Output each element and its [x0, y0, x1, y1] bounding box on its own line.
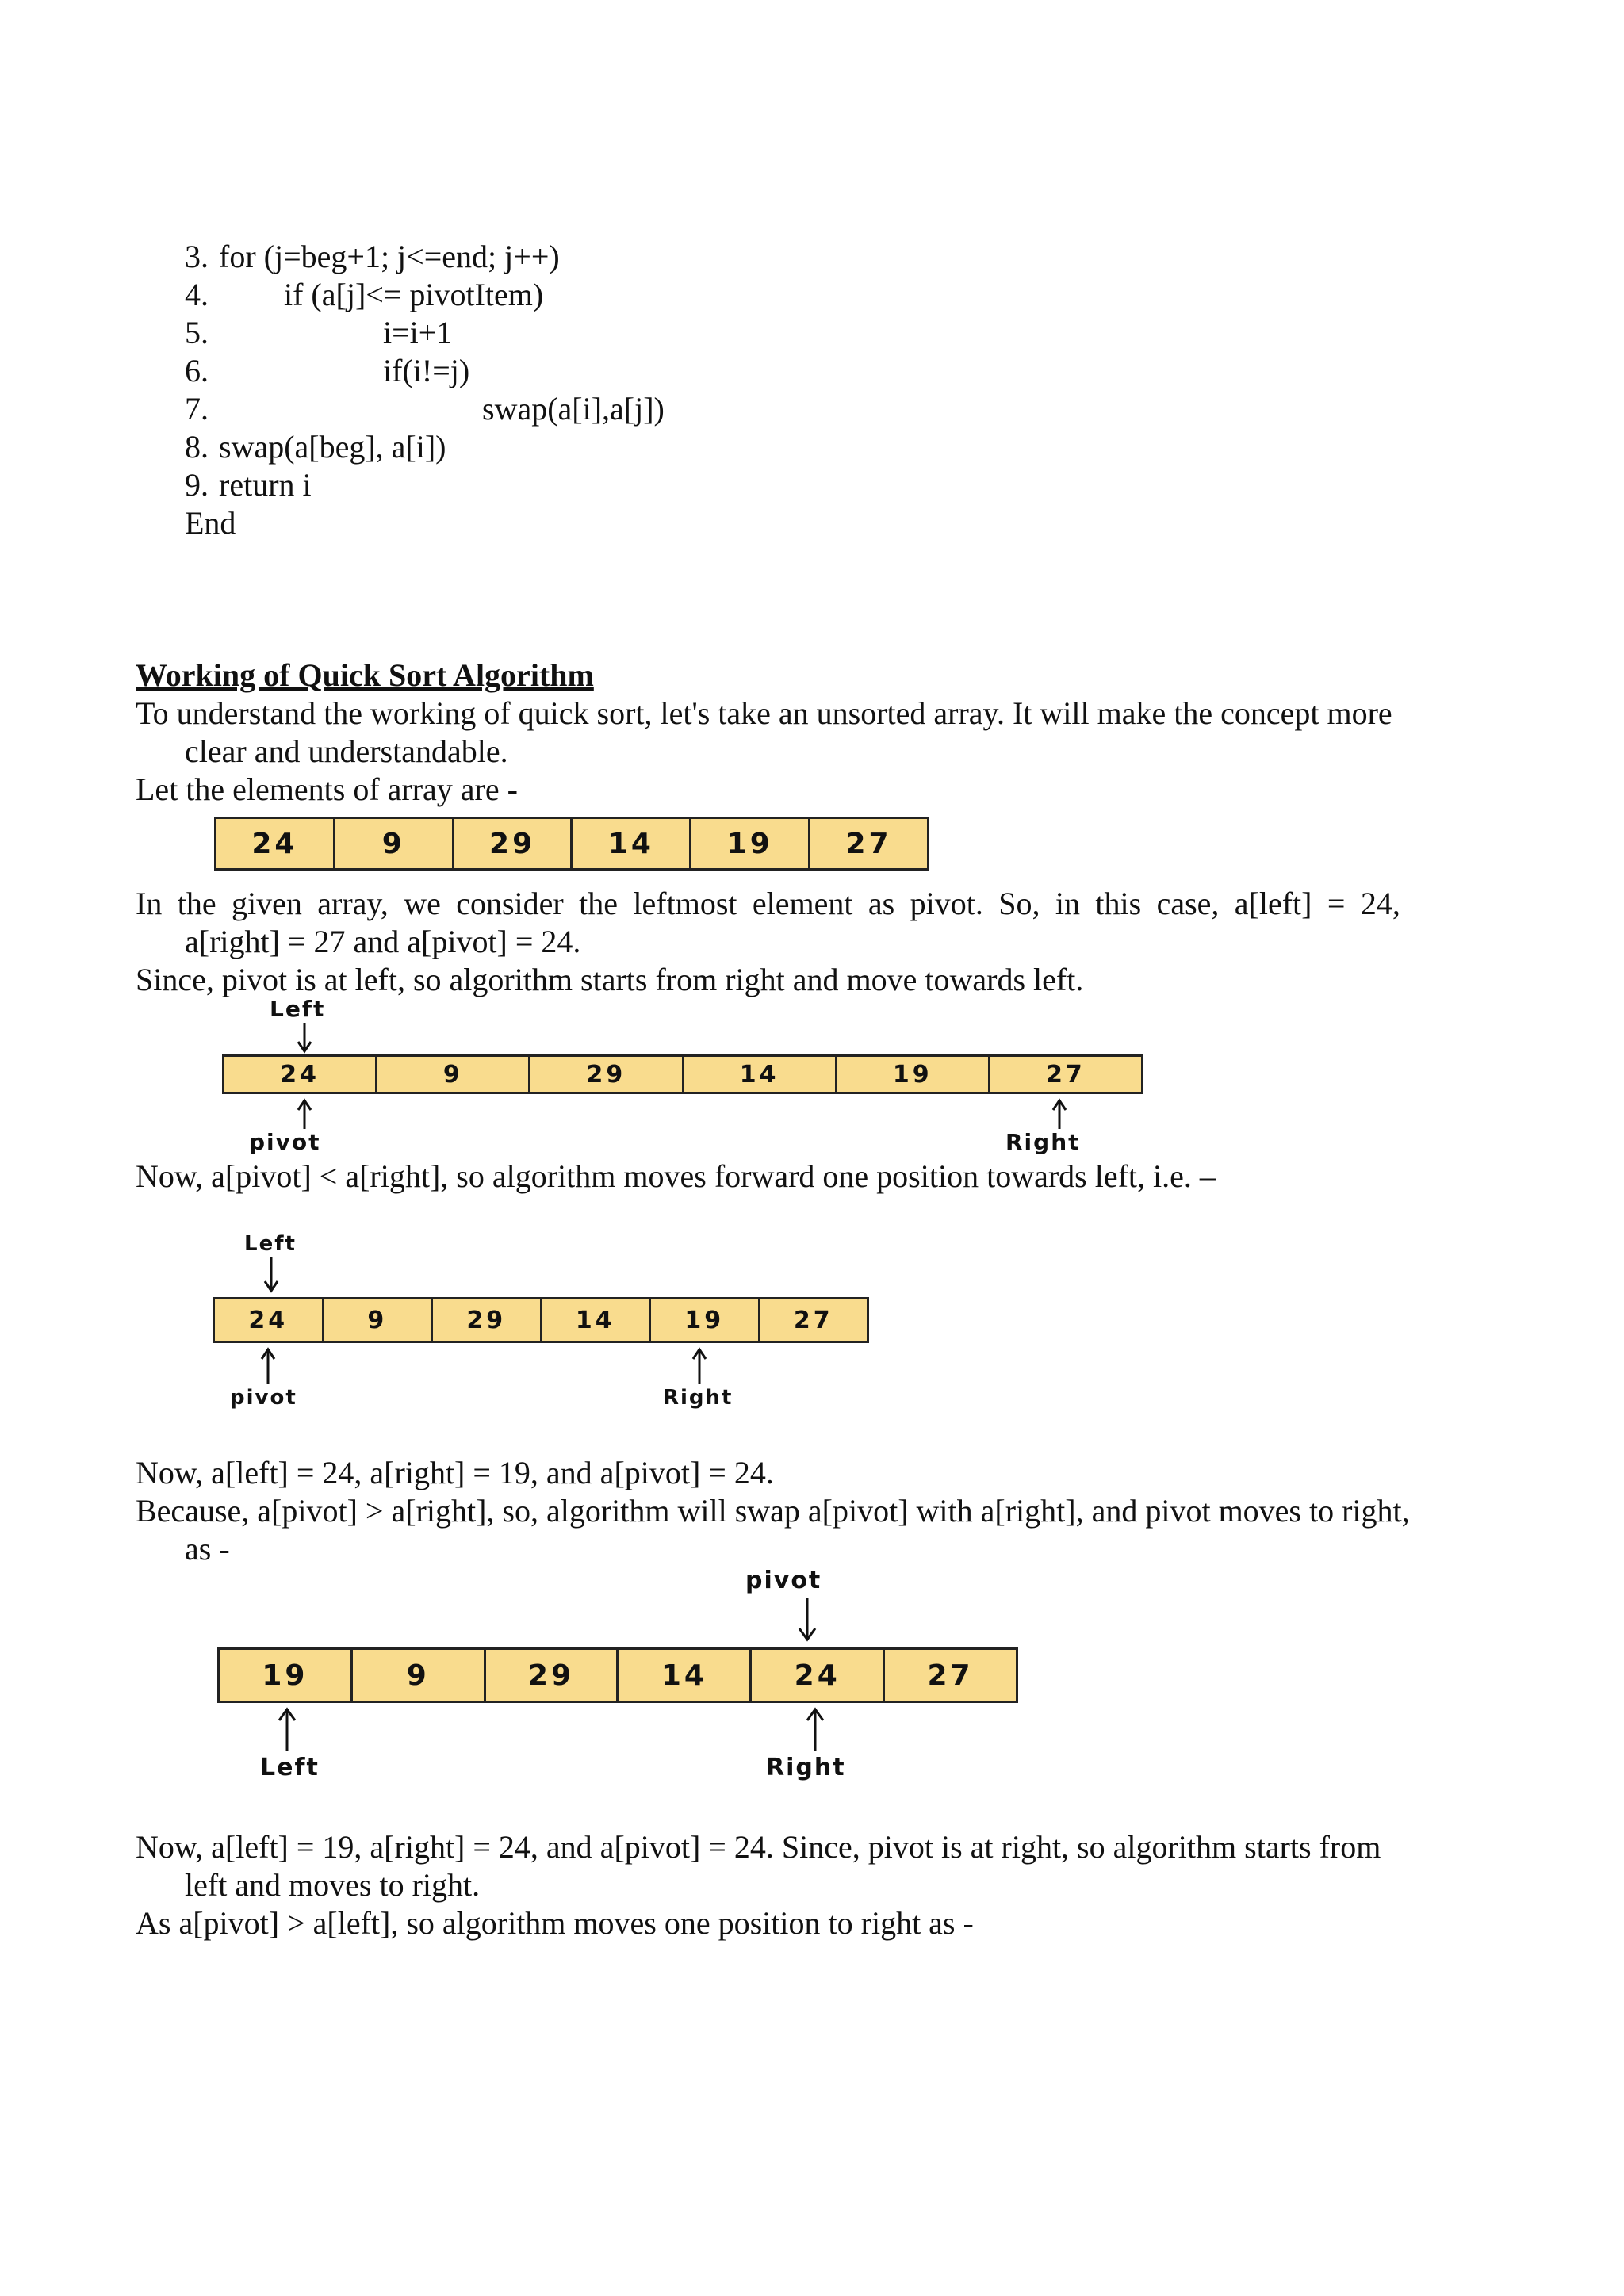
code-line-4-text: if (a[j]<= pivotItem)	[284, 277, 544, 312]
word: this	[1095, 886, 1142, 921]
para3: Now, a[pivot] < a[right], so algorithm moves forward one position towards left, i.e. –	[136, 1158, 1216, 1194]
para1-line-1	[136, 885, 1400, 923]
right-label: Right	[663, 1386, 733, 1410]
right-label: Right	[766, 1754, 846, 1781]
array-cell: 19	[689, 819, 808, 868]
word: =	[1327, 886, 1346, 921]
code-line-8-text: swap(a[beg], a[i])	[219, 429, 446, 465]
intro-line-2: clear and understandable.	[185, 733, 508, 769]
word: in	[1055, 886, 1080, 921]
code-line-3-text: for (j=beg+1; j<=end; j++)	[219, 239, 560, 274]
up-arrow-icon	[1050, 1097, 1069, 1129]
array-cell: 29	[431, 1299, 540, 1341]
array-cell: 24	[224, 1057, 375, 1092]
word: In	[136, 886, 163, 921]
up-arrow-icon	[690, 1346, 709, 1384]
array-cell: 24	[216, 819, 333, 868]
down-arrow-icon	[796, 1598, 818, 1643]
word: the	[579, 886, 619, 921]
array-cell: 19	[835, 1057, 988, 1092]
array-diagram-1	[214, 817, 929, 871]
para2: Since, pivot is at left, so algorithm starts from right and move towards left.	[136, 962, 1084, 997]
array-cell: 29	[528, 1057, 681, 1092]
array-cell: 14	[682, 1057, 835, 1092]
para6-line-1: Now, a[left] = 19, a[right] = 24, and a[pivot] = 24. Since, pivot is at right, so algorithm starts from	[136, 1829, 1381, 1865]
up-arrow-icon	[276, 1706, 298, 1751]
array-cell: 9	[333, 819, 452, 868]
array-cell: 27	[758, 1299, 868, 1341]
code-end: End	[185, 505, 236, 541]
left-label: Left	[260, 1754, 320, 1781]
elements-label: Let the elements of array are -	[136, 771, 518, 807]
word: given	[231, 886, 302, 921]
para6-line-2: left and moves to right.	[185, 1867, 481, 1903]
code-line-6-num: 6.	[185, 353, 209, 388]
up-arrow-icon	[259, 1346, 278, 1384]
array-cell: 19	[649, 1299, 758, 1341]
code-line-3-num: 3.	[185, 239, 209, 274]
array-cell: 27	[988, 1057, 1141, 1092]
array-cell: 14	[570, 819, 689, 868]
para5-line-2: as -	[185, 1531, 230, 1567]
array-cell: 9	[322, 1299, 431, 1341]
array-cell: 14	[616, 1650, 749, 1701]
word: we	[404, 886, 441, 921]
para5-line-1: Because, a[pivot] > a[right], so, algorithm will swap a[pivot] with a[right], and pivot moves to right,	[136, 1493, 1410, 1529]
code-line-4-num: 4.	[185, 277, 209, 312]
array-cell: 9	[350, 1650, 484, 1701]
word: array,	[317, 886, 389, 921]
down-arrow-icon	[295, 1023, 314, 1054]
right-label: Right	[1005, 1129, 1081, 1155]
code-line-6-text: if(i!=j)	[383, 353, 470, 388]
para1-line-2: a[right] = 27 and a[pivot] = 24.	[185, 924, 581, 959]
word: pivot.	[910, 886, 983, 921]
array-cell: 27	[808, 819, 927, 868]
word: 24,	[1360, 886, 1400, 921]
pivot-label: pivot	[249, 1129, 321, 1155]
left-label: Left	[244, 1232, 297, 1256]
pivot-label: pivot	[745, 1567, 822, 1594]
code-line-5-text: i=i+1	[383, 315, 453, 350]
code-line-9-num: 9.	[185, 467, 209, 503]
word: as	[868, 886, 895, 921]
code-line-8-num: 8.	[185, 429, 209, 465]
word: leftmost	[633, 886, 737, 921]
code-line-9-text: return i	[219, 467, 312, 503]
array-cell: 24	[215, 1299, 322, 1341]
para7: As a[pivot] > a[left], so algorithm moves one position to right as -	[136, 1905, 974, 1941]
word: element	[752, 886, 853, 921]
left-label: Left	[270, 996, 326, 1022]
code-line-7-num: 7.	[185, 391, 209, 427]
code-line-7-text: swap(a[i],a[j])	[482, 391, 665, 427]
up-arrow-icon	[295, 1097, 314, 1129]
array-diagram-2	[222, 1054, 1143, 1094]
word: consider	[456, 886, 564, 921]
section-heading: Working of Quick Sort Algorithm	[136, 657, 594, 693]
array-cell: 19	[220, 1650, 350, 1701]
word: So,	[998, 886, 1040, 921]
up-arrow-icon	[804, 1706, 826, 1751]
array-cell: 14	[540, 1299, 649, 1341]
array-cell: 29	[452, 819, 571, 868]
down-arrow-icon	[262, 1257, 281, 1294]
word: the	[177, 886, 216, 921]
intro-line-1: To understand the working of quick sort, let's take an unsorted array. It will make the concept more	[136, 695, 1392, 731]
array-cell: 29	[484, 1650, 617, 1701]
para4: Now, a[left] = 24, a[right] = 19, and a[pivot] = 24.	[136, 1455, 774, 1490]
array-cell: 9	[375, 1057, 528, 1092]
array-cell: 27	[883, 1650, 1016, 1701]
code-line-5-num: 5.	[185, 315, 209, 350]
word: a[left]	[1234, 886, 1312, 921]
array-cell: 24	[749, 1650, 883, 1701]
array-diagram-3	[213, 1297, 869, 1343]
word: case,	[1156, 886, 1220, 921]
array-diagram-4	[217, 1647, 1018, 1703]
pivot-label: pivot	[230, 1386, 297, 1410]
